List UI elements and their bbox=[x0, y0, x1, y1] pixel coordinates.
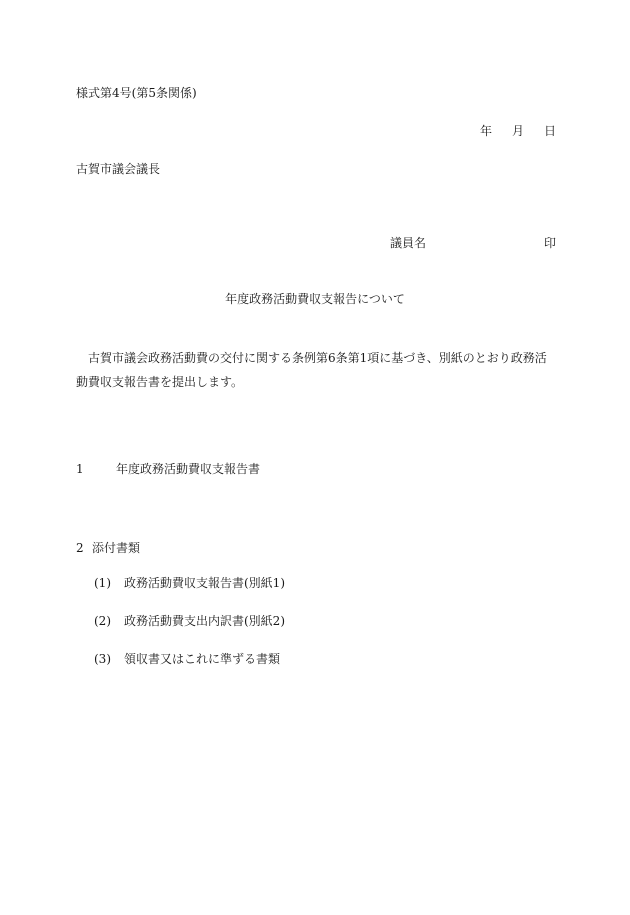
date-day: 日 bbox=[543, 124, 556, 138]
body-text: 古賀市議会政務活動費の交付に関する条例第6条第1項に基づき、別紙のとおり政務活動費収支報告書を提出します。 bbox=[76, 351, 547, 389]
date-month: 月 bbox=[511, 124, 524, 138]
date-line bbox=[480, 122, 556, 141]
subject-title: 年度政務活動費収支報告について bbox=[225, 292, 405, 306]
date-year: 年 bbox=[479, 124, 492, 138]
attachment-item-3 bbox=[94, 650, 280, 669]
list-item-text: 年度政務活動費収支報告書 bbox=[116, 462, 261, 476]
attachment-text: 政務活動費支出内訳書(別紙2) bbox=[124, 614, 285, 628]
attachment-item-2 bbox=[94, 612, 285, 631]
attachment-text: 政務活動費収支報告書(別紙1) bbox=[124, 576, 285, 590]
list-item-number: 1 bbox=[76, 462, 84, 476]
form-number: 様式第4号(第5条関係) bbox=[76, 86, 197, 100]
attachment-number: (2) bbox=[94, 614, 111, 628]
attachment-item-1 bbox=[94, 574, 285, 593]
list-item-number: 2 bbox=[76, 541, 84, 555]
list-item-report bbox=[76, 460, 260, 479]
list-item-text: 添付書類 bbox=[92, 541, 141, 555]
member-line bbox=[390, 234, 556, 253]
list-item-attachments bbox=[76, 539, 140, 558]
attachment-text: 領収書又はこれに準ずる書類 bbox=[124, 652, 281, 666]
attachment-number: (3) bbox=[94, 652, 111, 666]
member-label: 議員名 bbox=[390, 236, 427, 250]
attachment-number: (1) bbox=[94, 576, 111, 590]
seal-mark: 印 bbox=[543, 236, 556, 250]
addressee: 古賀市議会議長 bbox=[76, 162, 161, 176]
